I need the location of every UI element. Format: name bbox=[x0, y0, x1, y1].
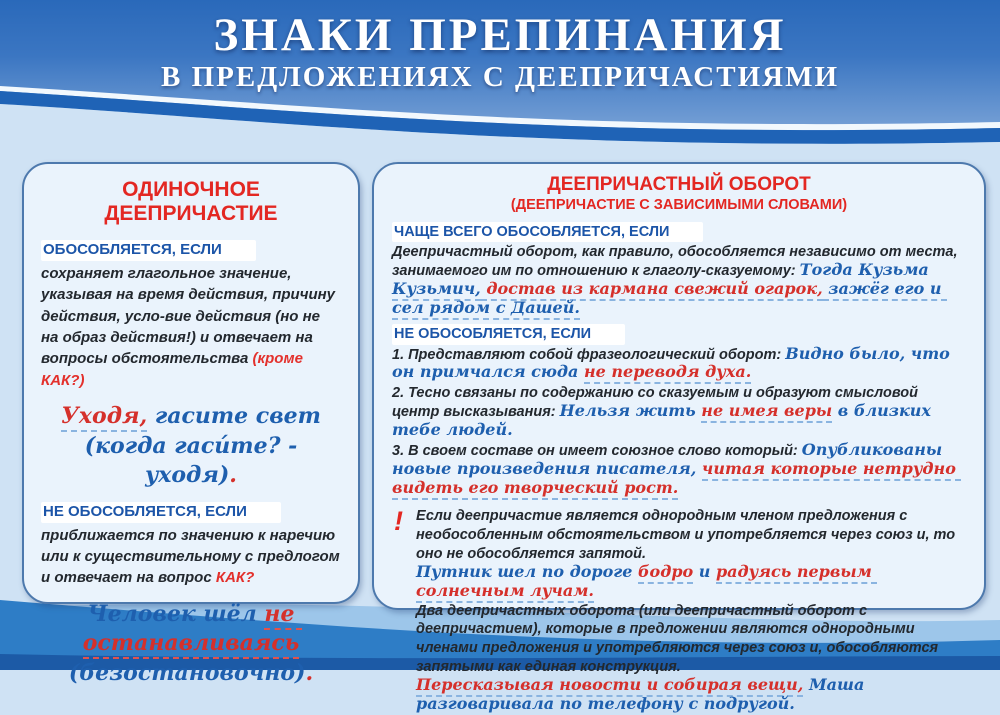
section-body: сохраняет глагольное значение, указывая на время действия, причину действия, усло-вие действия (но не на образ действия!) и отвечает на вопросы обстоятельства (кроме КАК?) bbox=[41, 265, 340, 389]
rule-item-1: 1. Представляют собой фразеологический оборот: Видно было, что он примчался сюда не переводя духа. bbox=[392, 346, 966, 384]
section-body: Деепричастный оборот, как правило, обособляется независимо от места, занимаемого им по отношению к глаголу-сказуемому: Тогда Кузьма Кузьмич, достав из кармана свежий огарок, зажёг его и сел рядом с Дашей. bbox=[392, 243, 966, 318]
note-paragraph: Два деепричастных оборота (или деепричастный оборот с деепричастием), которые в предложении являются однородными членами предложения и употребляются через союз и, обособляются запятыми как единая конструкция. bbox=[416, 602, 943, 676]
example-sentence: Человек шёл не останавливаясь (безостановочно). bbox=[68, 600, 314, 686]
header-banner bbox=[0, 0, 1000, 160]
section-heading-separated: ОБОСОБЛЯЕТСЯ, ЕСЛИ bbox=[41, 240, 256, 261]
important-note bbox=[392, 507, 966, 714]
page-subtitle: В ПРЕДЛОЖЕНИЯХ С ДЕЕПРИЧАСТИЯМИ bbox=[160, 61, 840, 94]
example-sentence: Уходя, гасите свет (когда гаси́те? - уходя). bbox=[61, 402, 321, 489]
section-heading-not-separated: НЕ ОБОСОБЛЯЕТСЯ, ЕСЛИ bbox=[392, 324, 625, 344]
note-example: Пересказывая новости и собирая вещи, Маша разговаривала по телефону с подругой. bbox=[416, 674, 870, 713]
page-title: ЗНАКИ ПРЕПИНАНИЯ bbox=[213, 9, 787, 61]
panel-subtitle: (ДЕЕПРИЧАСТИЕ С ЗАВИСИМЫМИ СЛОВАМИ) bbox=[510, 196, 848, 213]
note-example: Путник шел по дороге бодро и радуясь первым солнечным лучам. bbox=[416, 564, 966, 602]
rule-item-3: 3. В своем составе он имеет союзное слово который: Опубликованы новые произведения писателя, читая которые нетрудно видеть его творческий рост. bbox=[392, 442, 966, 499]
section-body: приближается по значению к наречию или к существительному с предлогом и отвечает на вопрос КАК? bbox=[41, 526, 344, 587]
panel-title: ОДИНОЧНОЕ ДЕЕПРИЧАСТИЕ bbox=[104, 178, 278, 226]
header-wave-ribbon bbox=[0, 80, 1000, 160]
section-heading-mostly-separated: ЧАЩЕ ВСЕГО ОБОСОБЛЯЕТСЯ, ЕСЛИ bbox=[392, 222, 703, 242]
single-gerund-panel bbox=[22, 162, 360, 686]
exclamation-icon: ! bbox=[394, 506, 403, 537]
gerund-phrase-panel bbox=[372, 162, 986, 713]
panel-title: ДЕЕПРИЧАСТНЫЙ ОБОРОТ bbox=[547, 174, 811, 195]
section-heading-not-separated: НЕ ОБОСОБЛЯЕТСЯ, ЕСЛИ bbox=[41, 502, 281, 523]
rule-item-2: 2. Тесно связаны по содержанию со сказуемым и образуют смысловой центр высказывания: Нельзя жить не имея веры в близких тебе людей. bbox=[392, 385, 937, 439]
note-paragraph: Если деепричастие является однородным членом предложения с необособленным обстоятельством и употребляется через союз и, то оно не обособляется запятой. bbox=[416, 508, 960, 563]
